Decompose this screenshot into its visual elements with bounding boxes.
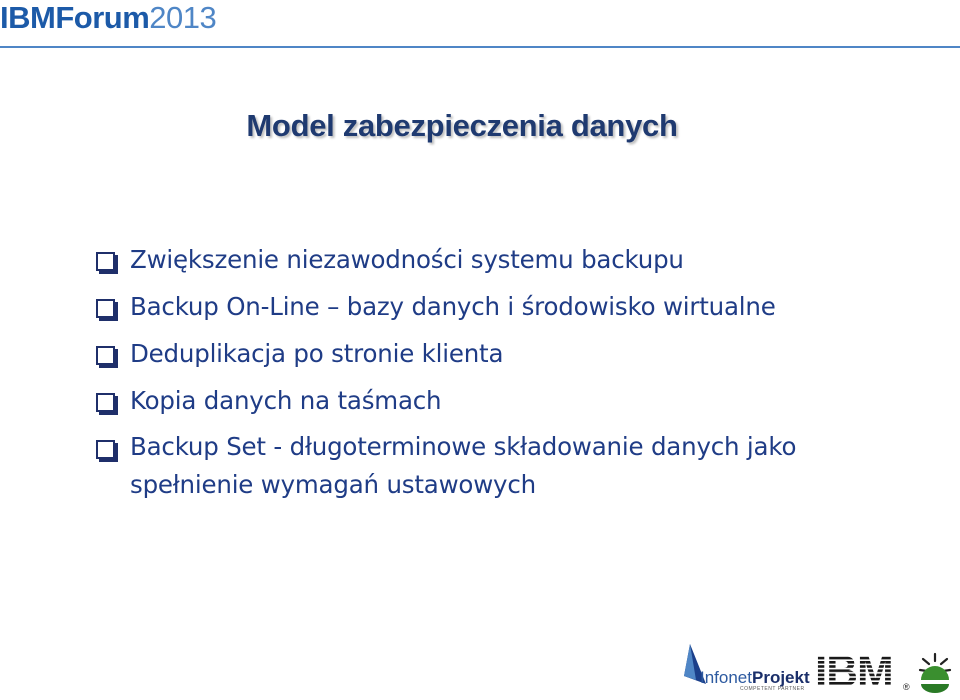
header-divider (0, 46, 960, 48)
infonet-projekt-logo (680, 640, 810, 695)
ibm-striped-logo-icon (813, 640, 955, 695)
brand-ibm: IBM (0, 0, 56, 35)
ibm-logo (813, 640, 955, 695)
brand-year: 2013 (149, 0, 217, 35)
brand-forum: Forum (55, 0, 150, 35)
bullet-text: Deduplikacja po stronie klienta (130, 339, 504, 368)
bullet-text: Kopia danych na taśmach (130, 386, 442, 415)
slide-title: Model zabezpieczenia danych (246, 108, 678, 143)
bullet-text: Backup On-Line – bazy danych i środowisko wirtualne (130, 292, 776, 321)
svg-text:®: ® (903, 682, 910, 692)
checkbox-bullet-icon (96, 393, 115, 412)
checkbox-bullet-icon (96, 346, 115, 365)
infonet-name (700, 668, 810, 688)
infonet-subtitle: COMPETENT PARTNER (740, 686, 805, 692)
svg-text:IBM: IBM (815, 647, 893, 695)
infonet-name-a: Infonet (700, 668, 752, 687)
bullet-text: Backup Set - długoterminowe składowanie danych jako spełnienie wymagań ustawowych (130, 432, 797, 499)
bullet-item (96, 334, 896, 374)
bullet-item (96, 240, 896, 280)
checkbox-bullet-icon (96, 299, 115, 318)
bullet-item (96, 381, 896, 421)
checkbox-bullet-icon (96, 440, 115, 459)
bullet-item (96, 287, 896, 327)
checkbox-bullet-icon (96, 252, 115, 271)
infonet-name-b: Projekt (752, 668, 810, 687)
bullet-list (96, 240, 896, 511)
bullet-item (96, 428, 896, 504)
bullet-text: Zwiększenie niezawodności systemu backupu (130, 245, 684, 274)
ibm-forum-logo (0, 0, 216, 36)
